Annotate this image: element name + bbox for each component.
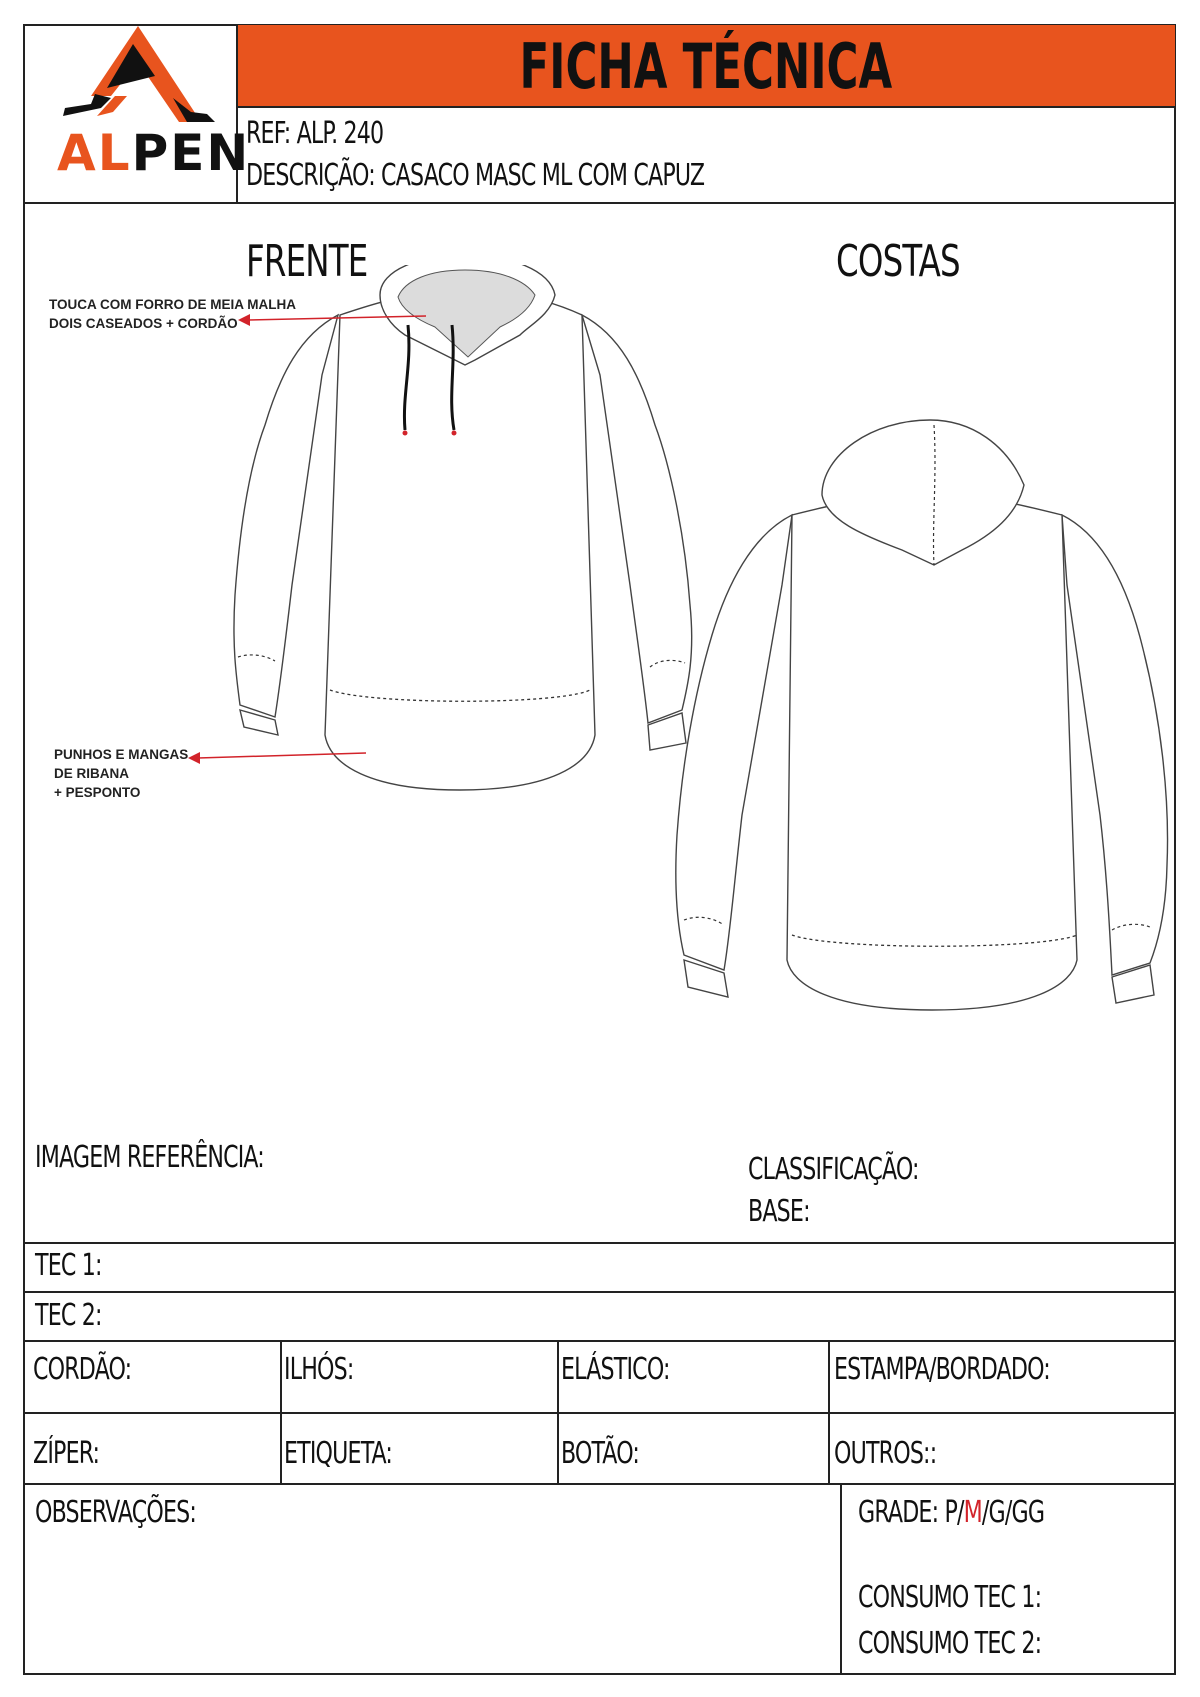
logo-text-al: AL — [57, 124, 132, 182]
tec1-label: TEC 1: — [35, 1248, 102, 1283]
company-logo — [55, 26, 251, 196]
fabric-row-top-line — [23, 1242, 1176, 1244]
base-label: BASE: — [748, 1194, 810, 1229]
fabric-row-mid-line — [23, 1291, 1176, 1293]
title-underline — [236, 106, 1176, 108]
trims-top-line — [23, 1340, 1176, 1342]
elastico-label: ELÁSTICO: — [561, 1352, 670, 1387]
hood-callout-arrow-icon — [238, 308, 428, 328]
etiqueta-label: ETIQUETA: — [284, 1436, 393, 1471]
hoodie-front-drawing — [230, 265, 700, 805]
cuff-callout-arrow-icon — [188, 745, 368, 769]
grade-suffix: /G/GG — [981, 1495, 1045, 1530]
estampa-label: ESTAMPA/BORDADO: — [834, 1352, 1050, 1387]
botao-label: BOTÃO: — [561, 1436, 640, 1471]
ref-label: REF: ALP. 240 — [246, 116, 384, 151]
consumo-tec1-label: CONSUMO TEC 1: — [858, 1580, 1042, 1615]
cuff-callout-line1: PUNHOS E MANGAS — [54, 747, 189, 762]
grade-highlight: M — [963, 1495, 982, 1530]
hood-callout-line2: DOIS CASEADOS + CORDÃO — [49, 316, 238, 331]
page-title: FICHA TÉCNICA — [519, 29, 893, 103]
observations-label: OBSERVAÇÕES: — [35, 1495, 197, 1530]
footer-divider — [840, 1483, 842, 1675]
front-view-label: FRENTE — [246, 236, 368, 287]
cuff-callout-line3: + PESPONTO — [54, 785, 141, 800]
ziper-label: ZÍPER: — [33, 1436, 100, 1471]
grade-prefix: GRADE: P/ — [858, 1495, 964, 1530]
consumo-tec2-label: CONSUMO TEC 2: — [858, 1626, 1042, 1661]
tec2-label: TEC 2: — [35, 1298, 102, 1333]
cuff-callout-line2: DE RIBANA — [54, 766, 130, 781]
classification-label: CLASSIFICAÇÃO: — [748, 1152, 919, 1187]
trims-bottom-line — [23, 1483, 1176, 1485]
cordao-label: CORDÃO: — [33, 1352, 132, 1387]
reference-image-label: IMAGEM REFERÊNCIA: — [35, 1140, 264, 1175]
back-view-label: COSTAS — [836, 236, 960, 287]
description-label: DESCRIÇÃO: CASACO MASC ML COM CAPUZ — [246, 158, 705, 193]
ilhos-label: ILHÓS: — [284, 1352, 354, 1387]
trims-mid-line — [23, 1412, 1176, 1414]
logo-text-pen: PEN — [131, 124, 251, 182]
outros-label: OUTROS:: — [834, 1436, 937, 1471]
size-grade — [858, 1495, 1044, 1530]
hood-callout-line1: TOUCA COM FORRO DE MEIA MALHA — [49, 297, 296, 312]
hoodie-back-drawing — [672, 415, 1172, 1015]
cuff-callout — [54, 745, 188, 802]
header-bottom-line — [23, 202, 1176, 204]
